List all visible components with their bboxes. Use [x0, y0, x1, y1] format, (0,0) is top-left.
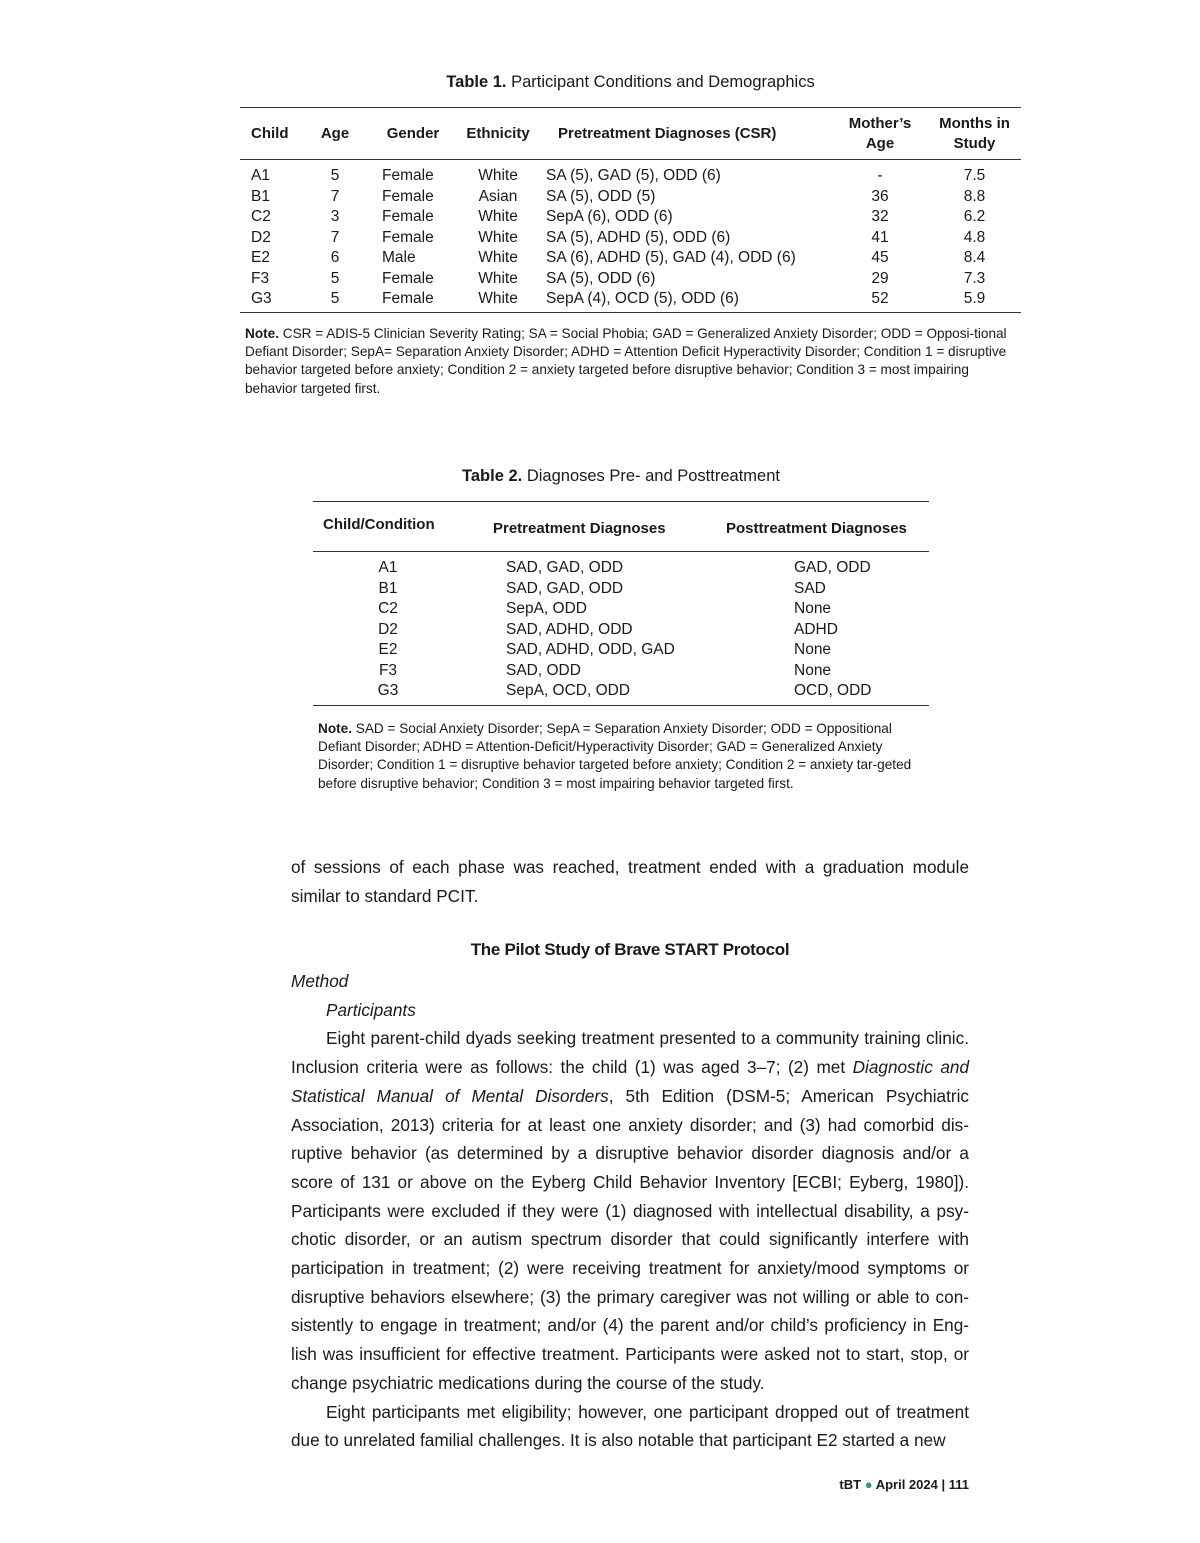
table2-header-pre: Pretreatment Diagnoses — [493, 520, 666, 537]
table1-cell: Asian — [478, 187, 518, 205]
table2-cell: SAD, ADHD, ODD — [506, 620, 633, 638]
table1-header-row — [240, 108, 1021, 160]
table2-cell: F3 — [378, 661, 398, 679]
table1-header-months: Months in Study — [939, 114, 1010, 152]
method-heading: Method — [291, 971, 349, 991]
table1-note-text: CSR = ADIS-5 Clinician Severity Rating; SA = Social Phobia; GAD = Generalized Anxiety Disorder; ODD = Opposi-tional Defiant Disorder; SepA= Separation Anxiety Disorder; ADHD = Attention Deficit Hyperactivity Disorder; Condition 1 = disruptive behavior targeted before anxiety; Condition 2 = anxiety targeted before disruptive behavior; Condition 3 = most impairing behavior targeted first. — [245, 326, 1007, 396]
table2-cell: ADHD — [794, 620, 838, 638]
table1-cell: Female — [382, 290, 434, 307]
table2-cell: A1 — [378, 559, 398, 576]
issue-date: April 2024 — [875, 1477, 938, 1492]
table-row — [240, 160, 1021, 187]
table1-cell: F3 — [251, 269, 270, 287]
table1-cell: White — [478, 290, 518, 307]
table-row — [240, 289, 1021, 312]
table1-cell: 7 — [330, 187, 340, 205]
table1-cell: SA (5), ADHD (5), ODD (6) — [546, 228, 731, 246]
table2-cell: None — [794, 661, 832, 679]
table1-cell: 5.9 — [963, 290, 986, 307]
p1-part-b: , 5th Edition (DSM-5; American Psychiatric Association, 2013) criteria for at least one anxiety disorder; and (3) had comorbid dis-ruptive behavior (as determined by a disruptive behavior disorder diagnosis and/or a score of 131 or above on the Eyberg Child Behavior Inventory [ECBI; Eyberg, 1980]). Participants were excluded if they were (1) diagnosed with intellectual disability, a psy-chotic disorder, or an autism spectrum disorder that could significantly interfere with participation in treatment; (2) were receiving treatment for anxiety/mood symptoms or disruptive behaviors elsewhere; (3) the primary caregiver was not willing or able to con-sistently to engage in treatment; and/or (4) the parent and/or child’s proficiency in Eng-lish was insufficient for effective treatment. Participants were asked not to start, stop, or change psychiatric medications during the course of the study. — [291, 1085, 969, 1393]
table1-cell: Male — [382, 249, 416, 266]
table2-cell: GAD, ODD — [794, 559, 871, 576]
table1-cell: 7.5 — [963, 167, 986, 184]
table-row — [313, 640, 929, 661]
table2-note-label: Note. — [318, 721, 352, 736]
table1-cell: B1 — [251, 187, 270, 205]
table1-title: Participant Conditions and Demographics — [511, 73, 815, 91]
table2-cell: SAD, GAD, ODD — [506, 559, 624, 576]
table2-body — [313, 552, 929, 706]
table1-cell: Female — [382, 208, 434, 225]
table1-cell: Female — [382, 269, 434, 287]
table1-cell: Female — [382, 228, 434, 246]
table1-cell: 52 — [871, 290, 889, 307]
table2-note-text: SAD = Social Anxiety Disorder; SepA = Separation Anxiety Disorder; ODD = Oppositional Defiant Disorder; ADHD = Attention-Deficit/Hyperactivity Disorder; GAD = Generalized Anxiety Disorder; Condition 1 = disruptive behavior targeted before anxiety; Condition 2 = anxiety tar-geted before disruptive behavior; Condition 3 = most impairing behavior targeted first. — [318, 721, 912, 791]
table1-cell: White — [478, 228, 518, 246]
table-row — [240, 207, 1021, 228]
table-row — [240, 248, 1021, 269]
table1-cell: 6.2 — [963, 208, 986, 225]
table-row — [240, 228, 1021, 249]
table1-header-ethnicity: Ethnicity — [466, 124, 530, 142]
table1-cell: G3 — [251, 290, 272, 307]
table1-cell: D2 — [251, 228, 271, 246]
table1-cell: Female — [382, 167, 434, 184]
table1-cell: SA (5), ODD (5) — [546, 187, 656, 205]
journal-name: tBT — [839, 1477, 862, 1492]
table1-cell: A1 — [251, 167, 270, 184]
table1-cell: 3 — [330, 208, 340, 225]
table2-cell: C2 — [378, 600, 398, 617]
table1-cell: 29 — [871, 269, 889, 287]
table1-cell: SA (6), ADHD (5), GAD (4), ODD (6) — [546, 249, 796, 266]
table2-cell: SepA, ODD — [506, 600, 587, 617]
table1-cell: White — [478, 208, 518, 225]
table1-cell: SA (5), ODD (6) — [546, 269, 656, 287]
table1-cell: 4.8 — [963, 228, 986, 246]
table1 — [240, 107, 1021, 313]
table2-cell: SAD — [794, 579, 826, 597]
page-number: 111 — [948, 1477, 969, 1492]
table1-caption — [240, 73, 1021, 92]
table2-cell: SAD, ADHD, ODD, GAD — [506, 641, 675, 658]
table-row — [313, 552, 929, 579]
table2-cell: SAD, ODD — [506, 661, 581, 679]
page-footer — [839, 1477, 969, 1492]
table1-header-age: Age — [320, 124, 350, 142]
table1-cell: Female — [382, 187, 434, 205]
table-row — [313, 579, 929, 600]
table-row — [313, 661, 929, 682]
table1-note-label: Note. — [245, 326, 279, 341]
table-row — [240, 269, 1021, 290]
table1-cell: SepA (4), OCD (5), ODD (6) — [546, 290, 739, 307]
table1-cell: 41 — [871, 228, 889, 246]
table1-cell: SA (5), GAD (5), ODD (6) — [546, 167, 721, 184]
table2-note — [318, 720, 918, 793]
body-intro — [291, 853, 969, 910]
table1-cell: 8.8 — [963, 187, 986, 205]
table1-cell: White — [478, 167, 518, 184]
table-row — [240, 187, 1021, 208]
p1-part-a: Eight parent-child dyads seeking treatment presented to a community training clinic. Inclusion criteria were as follows: the child (1) was aged 3–7; (2) met — [291, 1028, 969, 1078]
table1-cell: 32 — [871, 208, 889, 225]
table2-header-row — [313, 502, 929, 552]
table1-cell: 45 — [871, 249, 889, 266]
dsm-title: Diagnostic and Statistical Manual of Mental Disorders — [291, 1057, 970, 1106]
table2-cell: None — [794, 641, 832, 658]
table1-cell: White — [478, 269, 518, 287]
table1-cell: White — [478, 249, 518, 266]
table1-header-child: Child — [251, 124, 289, 142]
footer-separator: | — [941, 1477, 946, 1492]
table2-cell: SepA, OCD, ODD — [506, 682, 631, 699]
eligibility-paragraph: Eight participants met eligibility; however, one participant dropped out of treatment due to unrelated familial challenges. It is also notable that participant E2 started a new — [291, 1401, 969, 1451]
table2-caption — [313, 467, 929, 486]
table1-note — [245, 325, 1015, 398]
participants-heading: Participants — [326, 999, 416, 1020]
table2-cell: E2 — [378, 641, 398, 658]
table2-cell: B1 — [378, 579, 398, 597]
table2-cell: SAD, GAD, ODD — [506, 579, 624, 597]
table2-label: Table 2. — [462, 467, 523, 485]
intro-paragraph: of sessions of each phase was reached, treatment ended with a graduation module similar to standard PCIT. — [291, 857, 969, 906]
table1-cell: 6 — [330, 249, 340, 266]
table1-cell: 36 — [871, 187, 889, 205]
table-row — [313, 681, 929, 705]
table2-header-post: Posttreatment Diagnoses — [726, 520, 907, 537]
participants-paragraph — [291, 1024, 969, 1397]
table1-cell: 7 — [330, 228, 340, 246]
table2-header-child: Child/Condition — [323, 516, 435, 533]
table1-header-gender: Gender — [386, 124, 440, 142]
table2-cell: G3 — [377, 682, 399, 699]
table1-body — [240, 160, 1021, 313]
table-row — [313, 599, 929, 620]
table1-cell: C2 — [251, 208, 271, 225]
table2-cell: OCD, ODD — [794, 682, 872, 699]
table1-label: Table 1. — [446, 73, 507, 91]
table1-cell: 5 — [330, 269, 340, 287]
table2-cell: D2 — [378, 620, 398, 638]
table1-cell: 5 — [330, 290, 340, 307]
table1-cell: SepA (6), ODD (6) — [546, 208, 673, 225]
body-method — [291, 967, 969, 1455]
table1-header-diagnoses: Pretreatment Diagnoses (CSR) — [558, 124, 777, 142]
table-row — [313, 620, 929, 641]
table1-cell: - — [877, 167, 883, 184]
table1-cell: 5 — [330, 167, 340, 184]
table1-cell: 8.4 — [963, 249, 986, 266]
bullet-icon: ● — [864, 1477, 873, 1492]
table2-cell: None — [794, 600, 832, 617]
table2 — [313, 501, 929, 706]
table2-title: Diagnoses Pre- and Posttreatment — [526, 467, 780, 485]
section-heading: The Pilot Study of Brave START Protocol — [470, 940, 790, 959]
table1-cell: E2 — [251, 249, 270, 266]
table1-cell: 7.3 — [963, 269, 986, 287]
table1-header-mothers-age: Mother’s Age — [848, 114, 912, 152]
